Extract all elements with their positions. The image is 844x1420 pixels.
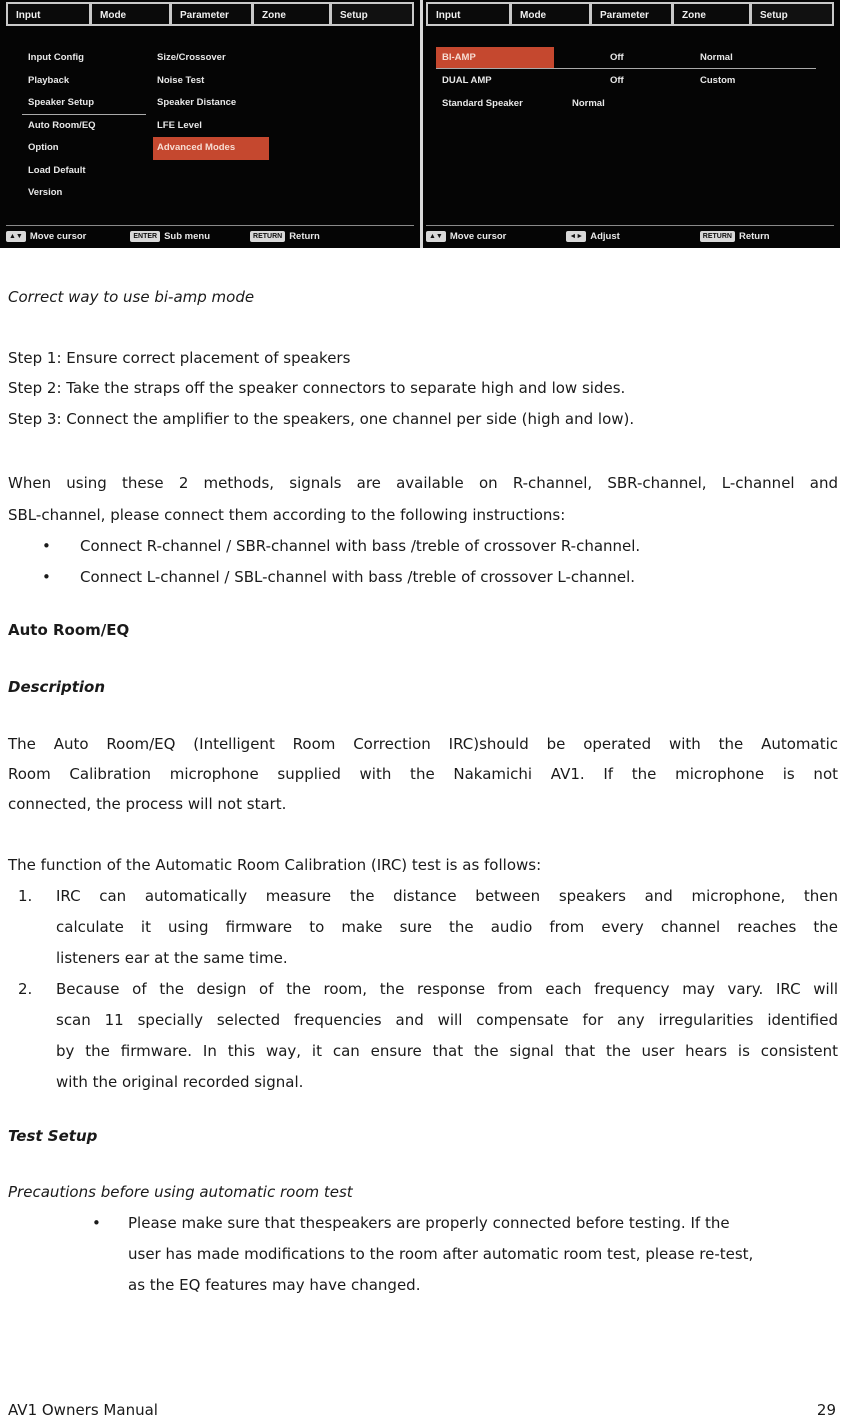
footer-adjust: Adjust — [590, 230, 620, 242]
list-number-2: 2. — [18, 980, 33, 998]
submenu-speaker-distance: Speaker Distance — [157, 97, 237, 108]
manual-title-footer: AV1 Owners Manual — [8, 1401, 158, 1419]
submenu-size-crossover: Size/Crossover — [157, 52, 226, 63]
tab-parameter: Parameter — [590, 2, 672, 26]
bullet-icon: • — [92, 1214, 101, 1232]
return-key-icon: RETURN — [700, 231, 735, 242]
tab-mode: Mode — [90, 2, 170, 26]
osd-footer — [426, 225, 834, 244]
item-2-line-4: with the original recorded signal. — [56, 1073, 304, 1091]
screenshot-divider — [420, 0, 423, 248]
function-intro: The function of the Automatic Room Calibration (IRC) test is as follows: — [8, 856, 542, 874]
methods-line-1: When using these 2 methods, signals are available on R-channel, SBR-channel, L-channel and — [8, 474, 838, 492]
osd-tab-bar — [6, 2, 414, 26]
speaker-setup-underline — [22, 114, 146, 115]
step-2: Step 2: Take the straps off the speaker connectors to separate high and low sides. — [8, 379, 626, 397]
enter-key-icon: ENTER — [130, 231, 160, 242]
step-3: Step 3: Connect the amplifier to the speakers, one channel per side (high and low). — [8, 410, 635, 428]
page-number: 29 — [816, 1401, 836, 1419]
list-number-1: 1. — [18, 887, 33, 905]
description-heading: Description — [8, 678, 106, 696]
bi-amp-row-line — [436, 68, 816, 69]
tab-zone: Zone — [672, 2, 750, 26]
footer-return: Return — [738, 230, 770, 242]
row-dual-amp-value: Off — [610, 75, 624, 86]
bullet-item-2: Connect L-channel / SBL-channel with bass /treble of crossover L-channel. — [80, 568, 636, 586]
menu-item-option: Option — [28, 142, 59, 153]
return-key-icon: RETURN — [250, 231, 285, 242]
precaution-line-3: as the EQ features may have changed. — [128, 1276, 421, 1294]
item-2-line-1: Because of the design of the room, the response from each frequency may vary. IRC will — [56, 980, 838, 998]
menu-item-auto-room-eq: Auto Room/EQ — [28, 119, 96, 131]
desc-line-1: The Auto Room/EQ (Intelligent Room Correction IRC)should be operated with the Automatic — [8, 735, 838, 753]
footer-sub-menu: Sub menu — [164, 230, 211, 242]
item-1-line-1: IRC can automatically measure the distance between speakers and microphone, then — [56, 887, 838, 905]
desc-line-3: connected, the process will not start. — [8, 795, 287, 813]
bullet-icon: • — [42, 537, 51, 555]
setup-menu-screenshot — [0, 0, 420, 248]
tab-input: Input — [6, 2, 90, 26]
row-bi-amp-name: BI-AMP — [442, 52, 476, 63]
updown-key-icon: ▲▼ — [6, 231, 26, 242]
row-bi-amp-option: Normal — [700, 52, 733, 63]
tab-input: Input — [426, 2, 510, 26]
item-1-line-2: calculate it using firmware to make sure the audio from every channel reaches the — [56, 918, 838, 936]
row-dual-amp-name: DUAL AMP — [442, 75, 492, 86]
tab-setup: Setup — [750, 2, 834, 26]
bullet-item-1: Connect R-channel / SBR-channel with bass /treble of crossover R-channel. — [80, 537, 641, 555]
step-1: Step 1: Ensure correct placement of speakers — [8, 349, 351, 367]
item-1-line-3: listeners ear at the same time. — [56, 949, 288, 967]
submenu-advanced-modes: Advanced Modes — [153, 137, 269, 160]
item-2-line-3: by the firmware. In this way, it can ensure that the signal that the user hears is consistent — [56, 1042, 838, 1060]
tab-mode: Mode — [510, 2, 590, 26]
row-dual-amp-option: Custom — [700, 75, 736, 86]
item-2-line-2: scan 11 specially selected frequencies and will compensate for any irregularities identified — [56, 1011, 838, 1029]
submenu-noise-test: Noise Test — [157, 74, 205, 86]
footer-move-cursor: Move cursor — [449, 230, 507, 242]
bullet-icon: • — [42, 568, 51, 586]
row-standard-speaker-name: Standard Speaker — [442, 98, 523, 109]
tab-parameter: Parameter — [170, 2, 252, 26]
setup-menu-list — [28, 47, 96, 205]
methods-line-2: SBL-channel, please connect them according to the following instructions: — [8, 506, 566, 524]
row-standard-speaker-value: Normal — [572, 98, 605, 109]
menu-item-input-config: Input Config — [28, 52, 84, 63]
biamp-heading: Correct way to use bi-amp mode — [8, 288, 255, 306]
submenu-lfe-level: LFE Level — [157, 119, 202, 131]
menu-item-speaker-setup: Speaker Setup — [28, 97, 94, 108]
tab-setup: Setup — [330, 2, 414, 26]
leftright-key-icon: ◄► — [566, 231, 586, 242]
precaution-line-2: user has made modifications to the room after automatic room test, please re-test, — [128, 1245, 754, 1263]
osd-footer — [6, 225, 414, 244]
desc-line-2: Room Calibration microphone supplied with the Nakamichi AV1. If the microphone is not — [8, 765, 838, 783]
auto-room-eq-heading: Auto Room/EQ — [8, 621, 130, 639]
row-bi-amp-value: Off — [610, 52, 624, 63]
menu-item-version: Version — [28, 187, 63, 198]
test-setup-heading: Test Setup — [8, 1127, 98, 1145]
menu-item-playback: Playback — [28, 74, 70, 86]
osd-tab-bar — [426, 2, 834, 26]
precautions-heading: Precautions before using automatic room test — [8, 1183, 353, 1201]
menu-item-load-default: Load Default — [28, 164, 86, 176]
advanced-modes-screenshot — [420, 0, 840, 248]
footer-return: Return — [289, 230, 320, 242]
precaution-line-1: Please make sure that thespeakers are properly connected before testing. If the — [128, 1214, 730, 1232]
speaker-submenu-list — [157, 47, 269, 160]
tab-zone: Zone — [252, 2, 330, 26]
updown-key-icon: ▲▼ — [426, 231, 446, 242]
footer-move-cursor: Move cursor — [29, 230, 87, 242]
